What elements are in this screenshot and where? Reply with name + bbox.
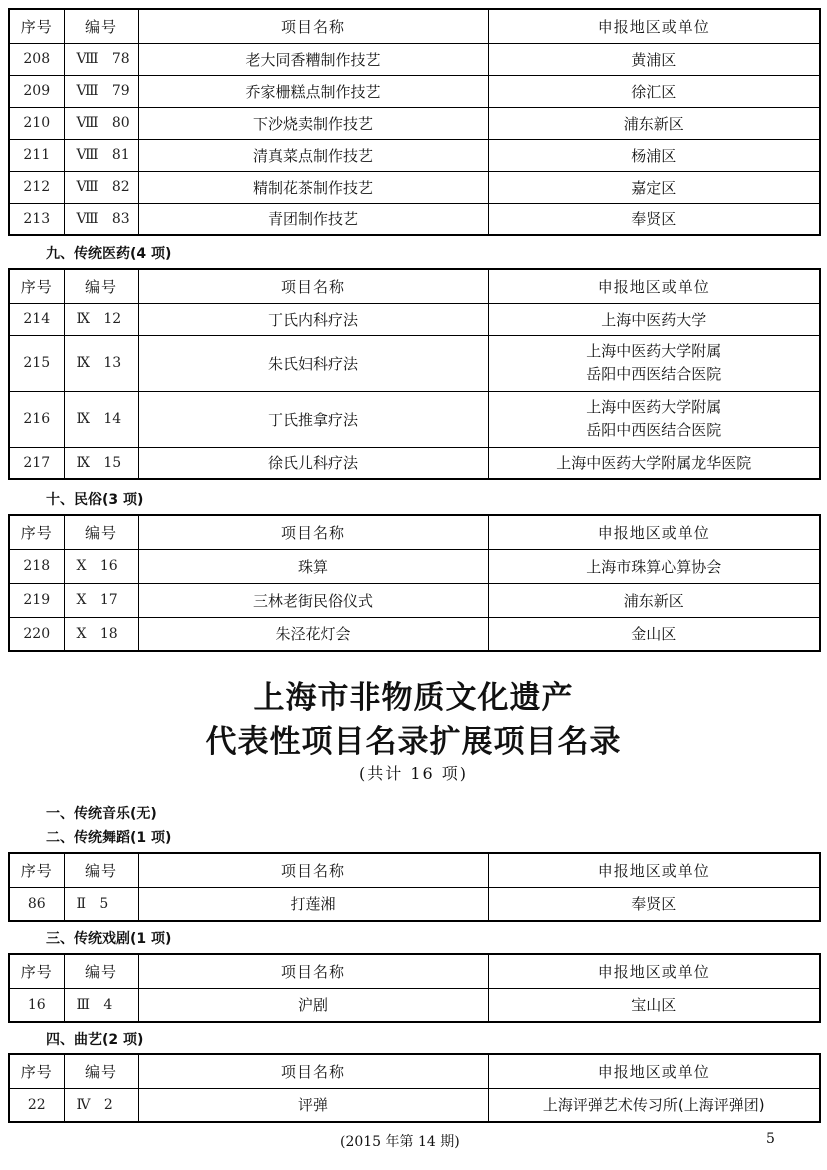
section-heading-medicine: 九、传统医药(4 项): [46, 246, 172, 262]
col-header-unit: 申报地区或单位: [488, 515, 820, 549]
cell-unit: 奉贤区: [488, 203, 820, 235]
cell-unit: 杨浦区: [488, 139, 820, 171]
cell-name: 乔家栅糕点制作技艺: [138, 75, 488, 107]
cell-name: 朱泾花灯会: [138, 617, 488, 651]
col-header-seq: 序号: [9, 954, 64, 988]
col-header-seq: 序号: [9, 515, 64, 549]
cell-code: Ⅸ 13: [64, 335, 138, 391]
col-header-unit: 申报地区或单位: [488, 9, 820, 43]
table-row: [9, 203, 820, 235]
cell-seq: 86: [9, 887, 64, 921]
table-header-row: [9, 954, 820, 988]
cell-seq: 220: [9, 617, 64, 651]
table-traditional-dance: [8, 852, 821, 922]
cell-unit: 上海评弹艺术传习所(上海评弹团): [488, 1088, 820, 1122]
col-header-name: 项目名称: [138, 853, 488, 887]
table-row: [9, 1088, 820, 1122]
cell-unit-line: 岳阳中西医结合医院: [586, 421, 722, 439]
issue-label: (2015 年第 14 期): [340, 1134, 460, 1150]
cell-unit-line: 上海中医药大学附属: [586, 342, 722, 360]
table-row: [9, 617, 820, 651]
col-header-name: 项目名称: [138, 1054, 488, 1088]
cell-unit-line: 上海中医药大学附属: [586, 398, 722, 416]
document-subtitle: (共计 16 项): [358, 764, 469, 783]
cell-name: 三林老街民俗仪式: [138, 583, 488, 617]
col-header-code: 编号: [64, 269, 138, 303]
table-row: [9, 43, 820, 75]
col-header-code: 编号: [64, 9, 138, 43]
col-header-code: 编号: [64, 1054, 138, 1088]
cell-name: 朱氏妇科疗法: [138, 335, 488, 391]
cell-code: Ⅹ 16: [64, 549, 138, 583]
table-header-row: [9, 1054, 820, 1088]
cell-code: Ⅷ 80: [64, 107, 138, 139]
cell-code: Ⅷ 81: [64, 139, 138, 171]
col-header-unit: 申报地区或单位: [488, 954, 820, 988]
table-folk-custom: [8, 514, 821, 652]
cell-name: 打莲湘: [138, 887, 488, 921]
cell-seq: 212: [9, 171, 64, 203]
col-header-code: 编号: [64, 515, 138, 549]
cell-unit: [488, 391, 820, 447]
cell-name: 老大同香糟制作技艺: [138, 43, 488, 75]
cell-unit: 宝山区: [488, 988, 820, 1022]
col-header-seq: 序号: [9, 9, 64, 43]
table-traditional-medicine: [8, 268, 821, 480]
cell-name: 徐氏儿科疗法: [138, 447, 488, 479]
cell-code: Ⅲ 4: [64, 988, 138, 1022]
table-row: [9, 171, 820, 203]
cell-code: Ⅸ 14: [64, 391, 138, 447]
table-traditional-drama: [8, 953, 821, 1023]
table-row: [9, 583, 820, 617]
cell-code: Ⅳ 2: [64, 1088, 138, 1122]
document-title-line1: 上海市非物质文化遗产: [253, 680, 574, 716]
cell-code: Ⅸ 12: [64, 303, 138, 335]
section-heading-quyi: 四、曲艺(2 项): [46, 1032, 144, 1048]
cell-seq: 210: [9, 107, 64, 139]
col-header-name: 项目名称: [138, 515, 488, 549]
cell-name: 沪剧: [138, 988, 488, 1022]
cell-unit: 上海中医药大学附属龙华医院: [488, 447, 820, 479]
cell-unit: 黄浦区: [488, 43, 820, 75]
cell-seq: 216: [9, 391, 64, 447]
table-row: [9, 303, 820, 335]
col-header-name: 项目名称: [138, 269, 488, 303]
cell-name: 丁氏推拿疗法: [138, 391, 488, 447]
cell-seq: 211: [9, 139, 64, 171]
cell-unit: 金山区: [488, 617, 820, 651]
cell-unit: 浦东新区: [488, 583, 820, 617]
cell-code: Ⅹ 18: [64, 617, 138, 651]
cell-unit: 奉贤区: [488, 887, 820, 921]
cell-seq: 213: [9, 203, 64, 235]
cell-name: 精制花茶制作技艺: [138, 171, 488, 203]
cell-seq: 219: [9, 583, 64, 617]
cell-seq: 217: [9, 447, 64, 479]
cell-unit-line: 岳阳中西医结合医院: [586, 365, 722, 383]
cell-code: Ⅷ 83: [64, 203, 138, 235]
cell-name: 评弹: [138, 1088, 488, 1122]
col-header-unit: 申报地区或单位: [488, 1054, 820, 1088]
cell-unit: 上海市珠算心算协会: [488, 549, 820, 583]
cell-code: Ⅷ 82: [64, 171, 138, 203]
cell-name: 珠算: [138, 549, 488, 583]
section-heading-music: 一、传统音乐(无): [46, 806, 157, 822]
table-quyi: [8, 1053, 821, 1123]
section-heading-dance: 二、传统舞蹈(1 项): [46, 830, 172, 846]
table-row: [9, 107, 820, 139]
col-header-unit: 申报地区或单位: [488, 853, 820, 887]
cell-code: Ⅷ 78: [64, 43, 138, 75]
cell-name: 清真菜点制作技艺: [138, 139, 488, 171]
cell-seq: 215: [9, 335, 64, 391]
table-row: [9, 549, 820, 583]
cell-unit: 浦东新区: [488, 107, 820, 139]
cell-name: 青团制作技艺: [138, 203, 488, 235]
col-header-unit: 申报地区或单位: [488, 269, 820, 303]
col-header-seq: 序号: [9, 269, 64, 303]
table-row: [9, 887, 820, 921]
table-header-row: [9, 853, 820, 887]
cell-seq: 209: [9, 75, 64, 107]
section-heading-drama: 三、传统戏剧(1 项): [46, 931, 172, 947]
col-header-name: 项目名称: [138, 9, 488, 43]
cell-unit: [488, 335, 820, 391]
table-row: [9, 139, 820, 171]
cell-seq: 214: [9, 303, 64, 335]
document-title-line2: 代表性项目名录扩展项目名录: [205, 724, 622, 760]
page-number: 5: [766, 1131, 775, 1147]
col-header-code: 编号: [64, 853, 138, 887]
cell-seq: 16: [9, 988, 64, 1022]
cell-unit: 嘉定区: [488, 171, 820, 203]
col-header-code: 编号: [64, 954, 138, 988]
col-header-name: 项目名称: [138, 954, 488, 988]
cell-code: Ⅸ 15: [64, 447, 138, 479]
table-food-crafts: [8, 8, 821, 236]
cell-code: Ⅱ 5: [64, 887, 138, 921]
cell-unit: 徐汇区: [488, 75, 820, 107]
col-header-seq: 序号: [9, 1054, 64, 1088]
table-row: [9, 335, 820, 391]
cell-code: Ⅷ 79: [64, 75, 138, 107]
table-row: [9, 988, 820, 1022]
table-row: [9, 447, 820, 479]
table-header-row: [9, 269, 820, 303]
table-header-row: [9, 9, 820, 43]
cell-seq: 208: [9, 43, 64, 75]
table-header-row: [9, 515, 820, 549]
cell-seq: 218: [9, 549, 64, 583]
cell-unit: 上海中医药大学: [488, 303, 820, 335]
table-row: [9, 75, 820, 107]
cell-seq: 22: [9, 1088, 64, 1122]
section-heading-folk-custom: 十、民俗(3 项): [46, 492, 144, 508]
cell-code: Ⅹ 17: [64, 583, 138, 617]
col-header-seq: 序号: [9, 853, 64, 887]
table-row: [9, 391, 820, 447]
cell-name: 丁氏内科疗法: [138, 303, 488, 335]
cell-name: 下沙烧卖制作技艺: [138, 107, 488, 139]
